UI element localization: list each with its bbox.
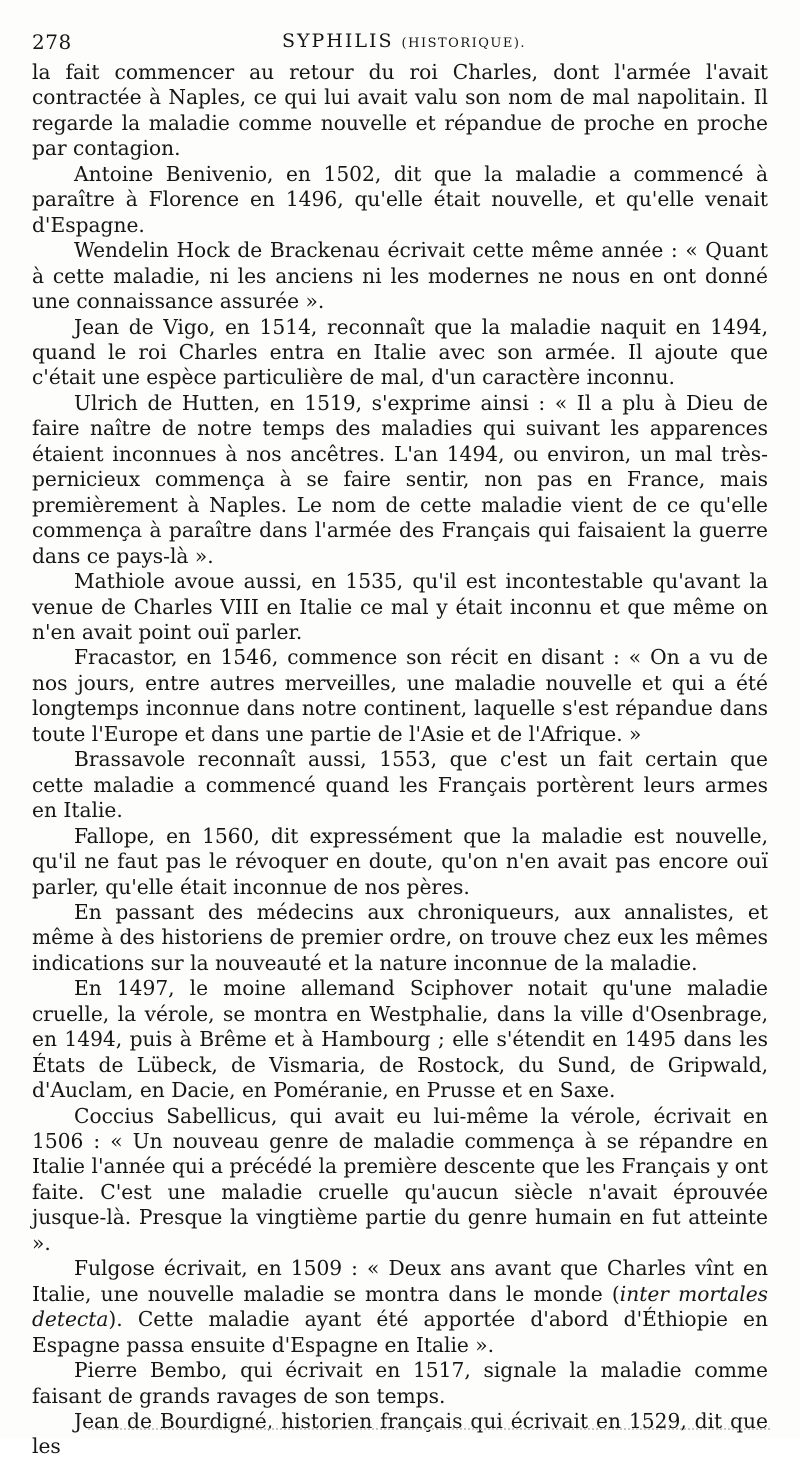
paragraph-text: Fulgose écrivait, en 1509 : « Deux ans avant que Charles vînt en Italie, une nouvelle maladie se montra dans le monde ( bbox=[32, 1256, 768, 1306]
latin-quote: inter mortales detecta bbox=[32, 1281, 768, 1332]
paragraph: Mathiole avoue aussi, en 1535, qu'il est incontestable qu'avant la venue de Charles VIII en Italie ce mal y était inconnu et que même on n'en avait point ouï parler. bbox=[32, 569, 768, 644]
paragraph-fulgose bbox=[32, 1256, 768, 1358]
paragraph: Pierre Bembo, qui écrivait en 1517, signale la maladie comme faisant de grands ravages de son temps. bbox=[32, 1358, 768, 1408]
page-number: 278 bbox=[32, 30, 72, 54]
paragraph: Jean de Bourdigné, historien français qui écrivait en 1529, dit que les bbox=[32, 1409, 768, 1459]
paragraph: Brassavole reconnaît aussi, 1553, que c'est un fait certain que cette maladie a commencé quand les Français portèrent leurs armes en Italie. bbox=[32, 747, 768, 823]
running-title-subtitle: (HISTORIQUE). bbox=[401, 36, 527, 51]
paragraph: Coccius Sabellicus, qui avait eu lui-même la vérole, écrivait en 1506 : « Un nouveau genre de maladie commença à se répandre en Italie l'année qui a précédé la première descente que les Français y ont faite. C'est une maladie cruelle qu'aucun siècle n'avait éprouvée jusque-là. Presque la vingtième partie du genre humain en fut atteinte ». bbox=[32, 1103, 768, 1255]
running-title bbox=[28, 30, 770, 52]
paragraph: En passant des médecins aux chroniqueurs, aux annalistes, et même à des historiens de premier ordre, on trouve chez eux les mêmes indications sur la nouveauté et la nature inconnue de la maladie. bbox=[32, 899, 768, 975]
body-text bbox=[32, 60, 768, 1460]
paragraph: En 1497, le moine allemand Sciphover notait qu'une maladie cruelle, la vérole, se montra en Westphalie, dans la ville d'Osenbrage, en 1494, puis à Brême et à Hambourg ; elle s'étendit en 1495 dans les États de Lübeck, de Vismaria, de Rostock, du Sund, de Gripwald, d'Auclam, en Dacie, en Poméranie, en Prusse et en Saxe. bbox=[32, 976, 768, 1103]
paragraph: Ulrich de Hutten, en 1519, s'exprime ainsi : « Il a plu à Dieu de faire naître de notre temps des maladies qui suivant les apparences étaient inconnues à nos ancêtres. L'an 1494, ou environ, un mal très-pernicieux commença à se faire sentir, non pas en France, mais premièrement à Naples. Le nom de cette maladie vient de ce qu'elle commença à paraître dans l'armée des Français qui faisaient la guerre dans ce pays-là ». bbox=[32, 390, 768, 568]
paragraph: Jean de Vigo, en 1514, reconnaît que la maladie naquit en 1494, quand le roi Charles entra en Italie avec son armée. Il ajoute que c'était une espèce particulière de mal, d'un caractère inconnu. bbox=[32, 314, 768, 390]
scan-footer-dots bbox=[88, 1428, 770, 1430]
paragraph: Fracastor, en 1546, commence son récit en disant : « On a vu de nos jours, entre autres merveilles, une maladie nouvelle et qui a été longtemps inconnue dans notre continent, laquelle s'est répandue dans toute l'Europe et dans une partie de l'Asie et de l'Afrique. » bbox=[32, 645, 768, 746]
running-head bbox=[28, 30, 770, 58]
running-title-main: SYPHILIS bbox=[281, 30, 394, 52]
paragraph-text: ). Cette maladie ayant été apportée d'abord d'Éthiopie en Espagne passa ensuite d'Espagne en Italie ». bbox=[32, 1307, 768, 1357]
paragraph: la fait commencer au retour du roi Charles, dont l'armée l'avait contractée à Naples, ce qui lui avait valu son nom de mal napolitain. Il regarde la maladie comme nouvelle et répandue de proche en proche par contagion. bbox=[32, 60, 768, 161]
paragraph: Wendelin Hock de Brackenau écrivait cette même année : « Quant à cette maladie, ni les anciens ni les modernes ne nous en ont donné une connaissance assurée ». bbox=[32, 238, 768, 314]
paragraph: Antoine Benivenio, en 1502, dit que la maladie a commencé à paraître à Florence en 1496, qu'elle était nouvelle, et qu'elle venait d'Espagne. bbox=[32, 161, 768, 237]
paragraph: Fallope, en 1560, dit expressément que la maladie est nouvelle, qu'il ne faut pas le révoquer en doute, qu'on n'en avait pas encore ouï parler, qu'elle était inconnue de nos pères. bbox=[32, 823, 768, 899]
